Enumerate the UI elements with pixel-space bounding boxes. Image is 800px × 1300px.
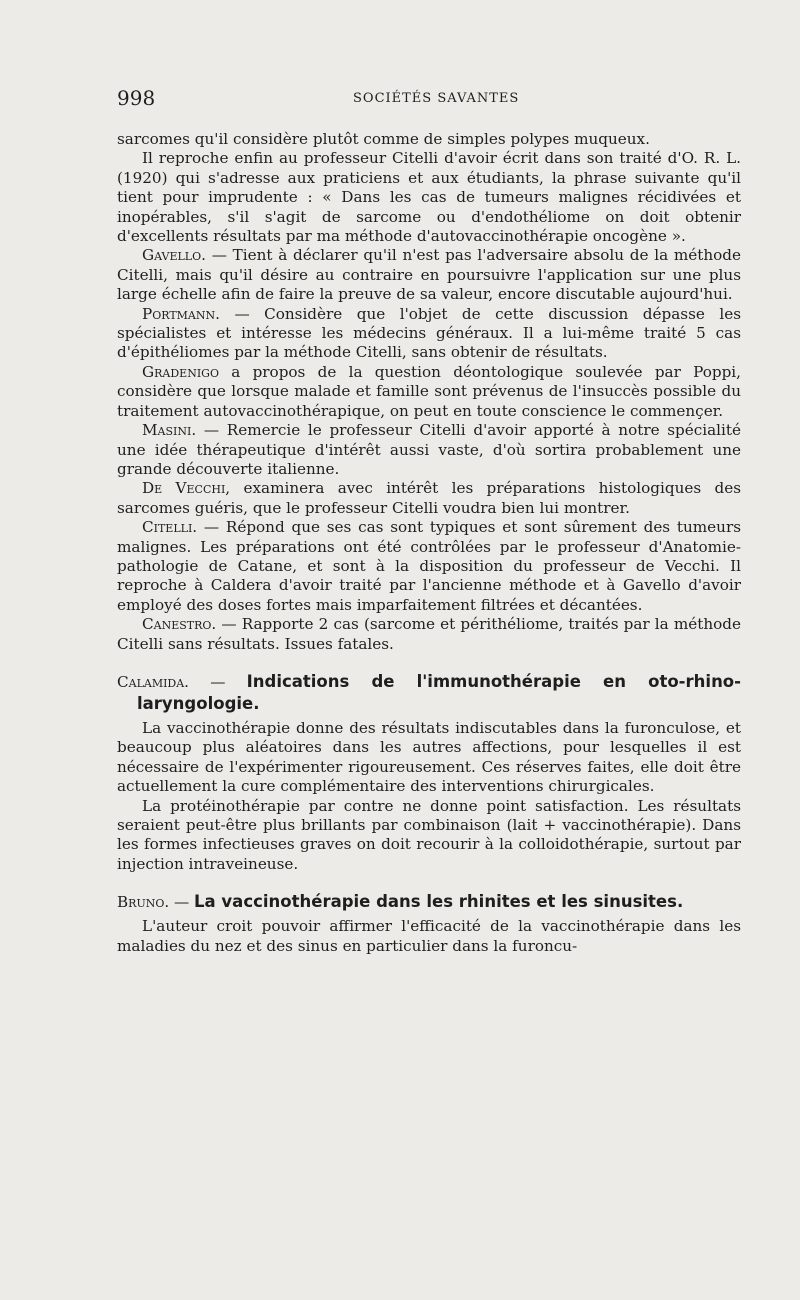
section-dash: — <box>169 893 195 912</box>
speaker-name: Citelli. <box>142 518 198 537</box>
section-author: Bruno. <box>117 893 170 912</box>
section-heading <box>117 671 741 715</box>
paragraph <box>117 149 741 246</box>
page-number: 998 <box>117 86 156 110</box>
section-bruno <box>117 891 741 956</box>
paragraph: L'auteur croit pouvoir affirmer l'efficacité de la vaccinothérapie dans les maladies du nez et des sinus en particulier dans la furoncu- <box>117 917 741 955</box>
paragraph <box>117 363 741 421</box>
paragraph <box>117 246 741 304</box>
paragraph <box>117 615 741 654</box>
speaker-name: Gradenigo <box>142 362 219 381</box>
paragraph-text: — Remercie le professeur Citelli d'avoir apporté à notre spécialité une idée thérapeutique d'intérêt aussi vaste, d'où sortira probablement une grande découverte italienne. <box>117 421 741 478</box>
paragraph-text: — Considère que l'objet de cette discussion dépasse les spécialistes et intéresse les médecins généraux. Il a lui-même traité 5 cas d'épithéliomes par la méthode Citelli, sans obtenir de résultats. <box>117 304 741 362</box>
paragraph <box>117 305 741 363</box>
paragraph <box>117 479 741 518</box>
section-heading <box>117 891 741 913</box>
speaker-name: Masini. <box>142 421 197 440</box>
section-dash: — <box>189 672 247 691</box>
paragraph <box>117 518 741 615</box>
section-title: Indications de l'immunothérapie en oto-rhino-laryngologie. <box>137 671 741 713</box>
section-title: La vaccinothérapie dans les rhinites et les sinusites. <box>194 892 684 912</box>
body-text <box>117 130 741 956</box>
page-header <box>117 86 741 112</box>
section-calamida <box>117 671 741 874</box>
speaker-name: De Vecchi, <box>142 479 231 498</box>
paragraph-text: Il reproche enfin au professeur Citelli d'avoir écrit dans son traité d'O. R. L. (1920) qui s'adresse aux praticiens et aux étudiants, la phrase suivante qu'il tient pour imprudente : « Dans les cas de tumeurs malignes récidivées et inopérables, s'il s'agit de sarcome ou d'endothéliome on doit obtenir d'excellents résultats par ma méthode d'autovaccinothérapie oncogène ». <box>117 149 741 246</box>
paragraph-text: — Rapporte 2 cas (sarcome et périthéliome, traités par la méthode Citelli sans résultats. Issues fatales. <box>117 615 741 653</box>
speaker-name: Canestro. <box>142 615 217 634</box>
paragraph-text: a propos de la question déontologique soulevée par Poppi, considère que lorsque malade et famille sont prévenus de l'insuccès possible du traitement autovaccinothérapique, on peut en toute conscience le commençer. <box>117 362 741 420</box>
paragraph: La vaccinothérapie donne des résultats indiscutables dans la furonculose, et beaucoup plus aléatoires dans les autres affections, pour lesquelles il est nécessaire de l'expérimenter rigoureusement. Ces réserves faites, elle doit être actuellement la cure complémentaire des interventions chirurgicales. <box>117 718 741 796</box>
speaker-name: Gavello. <box>142 246 206 265</box>
paragraph-text: — Répond que ses cas sont typiques et sont sûrement des tumeurs malignes. Les préparations ont été contrôlées par le professeur d'Anatomie-pathologie de Catane, et sont à la disposition du professeur de Vecchi. Il reproche à Caldera d'avoir traité par l'ancienne méthode et à Gavello d'avoir employé des doses fortes mais imparfaitement filtrées et décantées. <box>117 518 741 614</box>
running-head: SOCIÉTÉS SAVANTES <box>353 91 520 106</box>
speaker-name: Portmann. <box>142 304 220 323</box>
paragraph-text: examinera avec intérêt les préparations histologiques des sarcomes guéris, que le professeur Citelli voudra bien lui montrer. <box>117 479 741 517</box>
paragraph-text: — Tient à déclarer qu'il n'est pas l'adversaire absolu de la méthode Citelli, mais qu'il désire au contraire en poursuivre l'application sur une plus large échelle afin de faire la preuve de sa valeur, encore discutable aujourd'hui. <box>117 246 741 304</box>
paragraph <box>117 421 741 479</box>
paragraph: La protéinothérapie par contre ne donne point satisfaction. Les résultats seraient peut-être plus brillants par combinaison (lait + vaccinothérapie). Dans les formes infectieuses graves on doit recourir à la colloidothérapie, surtout par injection intraveineuse. <box>117 796 741 873</box>
paragraph-text: sarcomes qu'il considère plutôt comme de simples polypes muqueux. <box>117 130 650 148</box>
paragraph <box>117 130 741 149</box>
section-author: Calamida. <box>117 672 190 691</box>
